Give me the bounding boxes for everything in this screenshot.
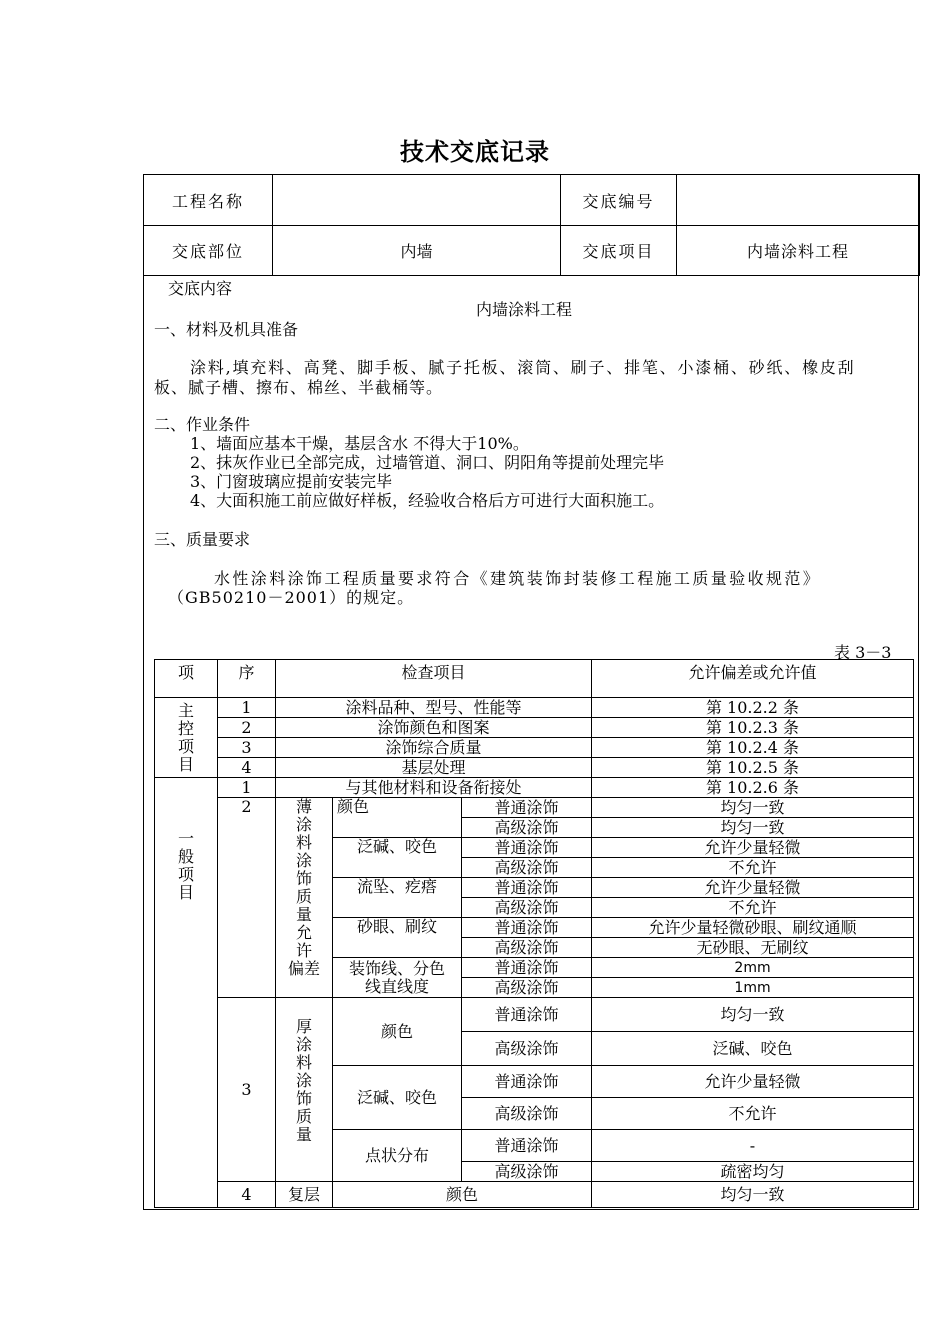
row-allow: 第 10.2.5 条 <box>592 758 914 778</box>
table-header-row <box>155 660 914 698</box>
row-allow: 1mm <box>592 978 914 998</box>
general-items-label: 一 般 项 目 <box>155 778 218 1208</box>
grade-high: 高级涂饰 <box>462 1032 592 1066</box>
row-check: 涂饰综合质量 <box>276 738 592 758</box>
thick-color: 颜色 <box>333 998 462 1066</box>
header-table <box>143 174 920 276</box>
project-name-value <box>273 175 561 226</box>
section-1-line-1: 涂料,填充料、高凳、脚手板、腻子托板、滚筒、刷子、排笔、小漆桶、砂纸、橡皮刮 <box>190 358 856 377</box>
row-seq: 3 <box>218 738 276 758</box>
content-label: 交底内容 <box>168 279 233 298</box>
content-subtitle: 内墙涂料工程 <box>476 300 573 319</box>
row-allow: 泛碱、咬色 <box>592 1032 914 1066</box>
grade-normal: 普通涂饰 <box>462 958 592 978</box>
thin-sag: 流坠、疙瘩 <box>333 878 462 918</box>
row-seq: 4 <box>218 758 276 778</box>
row-allow: 无砂眼、无刷纹 <box>592 938 914 958</box>
grade-high: 高级涂饰 <box>462 1162 592 1182</box>
row-check: 颜色 <box>333 1182 592 1208</box>
row-check: 基层处理 <box>276 758 592 778</box>
row-allow: 均匀一致 <box>592 818 914 838</box>
row-allow: 均匀一致 <box>592 1182 914 1208</box>
table-row <box>155 798 914 818</box>
thin-coating-label: 薄 涂 料 涂 饰 质 量 允 许 偏差 <box>276 798 333 998</box>
table-row <box>155 718 914 738</box>
grade-high: 高级涂饰 <box>462 858 592 878</box>
page-title: 技术交底记录 <box>400 137 550 166</box>
section-2-item-1: 1、墙面应基本干燥，基层含水 不得大于10%。 <box>190 434 529 453</box>
thin-sand: 砂眼、刷纹 <box>333 918 462 958</box>
section-2-title: 二、作业条件 <box>154 415 251 434</box>
grade-normal: 普通涂饰 <box>462 998 592 1032</box>
position-label: 交底部位 <box>144 226 273 276</box>
section-2-item-4: 4、大面积施工前应做好样板，经验收合格后方可进行大面积施工。 <box>190 491 665 510</box>
header-allow: 允许偏差或允许值 <box>592 660 914 698</box>
grade-normal: 普通涂饰 <box>462 1066 592 1098</box>
row-allow: 不允许 <box>592 858 914 878</box>
section-2-item-2: 2、抹灰作业已全部完成，过墙管道、洞口、阴阳角等提前处理完毕 <box>190 453 665 472</box>
row-seq: 2 <box>218 718 276 738</box>
thick-seq: 3 <box>218 998 276 1182</box>
quality-table <box>154 659 914 1208</box>
row-seq: 1 <box>218 698 276 718</box>
grade-normal: 普通涂饰 <box>462 878 592 898</box>
section-3-line-1: 水性涂料涂饰工程质量要求符合《建筑装饰封装修工程施工质量验收规范》 <box>214 569 822 588</box>
grade-normal: 普通涂饰 <box>462 1130 592 1162</box>
header-item: 项 <box>155 660 218 698</box>
row-allow: 第 10.2.4 条 <box>592 738 914 758</box>
row-seq: 1 <box>218 778 276 798</box>
number-value <box>677 175 920 226</box>
item-value: 内墙涂料工程 <box>677 226 920 276</box>
grade-normal: 普通涂饰 <box>462 918 592 938</box>
number-label: 交底编号 <box>561 175 677 226</box>
row-check: 涂饰颜色和图案 <box>276 718 592 738</box>
row-allow: 允许少量轻微砂眼、刷纹通顺 <box>592 918 914 938</box>
table-row <box>155 998 914 1032</box>
row-allow: 第 10.2.2 条 <box>592 698 914 718</box>
row-allow: 第 10.2.3 条 <box>592 718 914 738</box>
thick-coating-label: 厚 涂 料 涂 饰 质 量 <box>276 998 333 1182</box>
section-3-line-2: （GB50210－2001）的规定。 <box>168 588 415 607</box>
grade-high: 高级涂饰 <box>462 818 592 838</box>
table-row <box>155 758 914 778</box>
table-number: 表 3－3 <box>834 643 892 662</box>
thick-alkali: 泛碱、咬色 <box>333 1066 462 1130</box>
main-control-label: 主 控 项 目 <box>155 698 218 778</box>
header-seq: 序 <box>218 660 276 698</box>
row-allow: 疏密均匀 <box>592 1162 914 1182</box>
header-check: 检查项目 <box>276 660 592 698</box>
row-allow: - <box>592 1130 914 1162</box>
row-allow: 允许少量轻微 <box>592 1066 914 1098</box>
section-3-title: 三、质量要求 <box>154 530 251 549</box>
row-allow: 不允许 <box>592 898 914 918</box>
grade-normal: 普通涂饰 <box>462 798 592 818</box>
row-allow: 允许少量轻微 <box>592 878 914 898</box>
table-row <box>155 1182 914 1208</box>
item-label: 交底项目 <box>561 226 677 276</box>
row-allow: 允许少量轻微 <box>592 838 914 858</box>
row-check: 涂料品种、型号、性能等 <box>276 698 592 718</box>
row-allow: 第 10.2.6 条 <box>592 778 914 798</box>
section-1-line-2: 板、腻子槽、擦布、棉丝、半截桶等。 <box>154 378 444 397</box>
table-row <box>155 738 914 758</box>
row-allow: 均匀一致 <box>592 798 914 818</box>
row-allow: 不允许 <box>592 1098 914 1130</box>
row-allow: 2mm <box>592 958 914 978</box>
multi-seq: 4 <box>218 1182 276 1208</box>
grade-normal: 普通涂饰 <box>462 838 592 858</box>
grade-high: 高级涂饰 <box>462 978 592 998</box>
section-1-title: 一、材料及机具准备 <box>154 320 299 339</box>
grade-high: 高级涂饰 <box>462 1098 592 1130</box>
grade-high: 高级涂饰 <box>462 938 592 958</box>
multi-label: 复层 <box>276 1182 333 1208</box>
thin-alkali: 泛碱、咬色 <box>333 838 462 878</box>
position-value: 内墙 <box>273 226 561 276</box>
row-allow: 均匀一致 <box>592 998 914 1032</box>
thin-seq: 2 <box>218 798 276 998</box>
thin-line-straightness: 装饰线、分色 线直线度 <box>333 958 462 998</box>
table-row <box>155 698 914 718</box>
table-row <box>155 778 914 798</box>
project-name-label: 工程名称 <box>144 175 273 226</box>
thick-dots: 点状分布 <box>333 1130 462 1182</box>
thin-color: 颜色 <box>333 798 462 838</box>
section-2-item-3: 3、门窗玻璃应提前安装完毕 <box>190 472 393 491</box>
grade-high: 高级涂饰 <box>462 898 592 918</box>
row-check: 与其他材料和设备衔接处 <box>276 778 592 798</box>
